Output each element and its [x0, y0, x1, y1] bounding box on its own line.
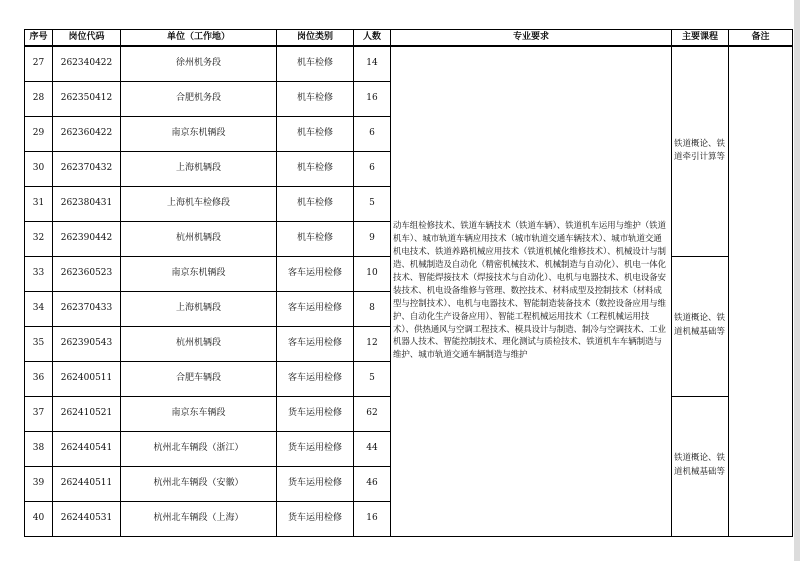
cell-unit: 杭州机辆段: [121, 221, 277, 256]
cell-unit: 南京东机辆段: [121, 256, 277, 291]
cell-unit: 南京东车辆段: [121, 396, 277, 431]
cell-category: 机车检修: [277, 46, 354, 81]
notes-cell: [729, 46, 793, 536]
header-count: 人数: [354, 30, 391, 47]
cell-unit: 上海机车检修段: [121, 186, 277, 221]
cell-seq: 38: [25, 431, 53, 466]
major-requirement-cell: 动车组检修技术、铁道车辆技术（铁道车辆）、铁道机车运用与维护（铁道机车）、城市轨道车辆应用技术（城市轨道交通车辆技术）、城市轨道交通机电技术、铁道养路机械应用技术（铁道机械化维修技术）、机械设计与制造、机械制造及自动化（精密机械技术、机械制造与自动化）、机电一体化技术、智能焊接技术（焊接技术与自动化）、电机与电器技术、机电设备安装技术、机电设备维修与管理、数控技术、材料成型及控制技术（材料成型与控制技术）、电机与电器技术、智能制造装备技术（数控设备应用与维护、自动化生产设备应用）、智能工程机械运用技术（工程机械运用技术）、供热通风与空调工程技术、模具设计与制造、制冷与空调技术、工业机器人技术、智能控制技术、理化测试与质检技术、铁道机车车辆制造与维护、城市轨道交通车辆制造与维护: [391, 46, 672, 536]
cell-count: 6: [354, 116, 391, 151]
cell-seq: 29: [25, 116, 53, 151]
cell-code: 262440531: [53, 501, 121, 536]
cell-code: 262410521: [53, 396, 121, 431]
courses-cell-freight: 铁道概论、铁道机械基础等: [672, 396, 729, 536]
header-unit: 单位（工作地）: [121, 30, 277, 47]
cell-category: 客车运用检修: [277, 291, 354, 326]
cell-seq: 30: [25, 151, 53, 186]
cell-category: 客车运用检修: [277, 256, 354, 291]
cell-seq: 39: [25, 466, 53, 501]
cell-code: 262440511: [53, 466, 121, 501]
cell-category: 货车运用检修: [277, 501, 354, 536]
cell-code: 262390543: [53, 326, 121, 361]
page-edge-shadow: [794, 0, 800, 561]
header-code: 岗位代码: [53, 30, 121, 47]
header-major: 专业要求: [391, 30, 672, 47]
cell-seq: 32: [25, 221, 53, 256]
cell-category: 货车运用检修: [277, 466, 354, 501]
cell-seq: 28: [25, 81, 53, 116]
cell-count: 5: [354, 361, 391, 396]
courses-cell-locomotive: 铁道概论、铁道牵引计算等: [672, 46, 729, 256]
header-notes: 备注: [729, 30, 793, 47]
cell-count: 9: [354, 221, 391, 256]
cell-code: 262370432: [53, 151, 121, 186]
cell-unit: 杭州北车辆段（上海）: [121, 501, 277, 536]
cell-count: 8: [354, 291, 391, 326]
cell-category: 客车运用检修: [277, 361, 354, 396]
header-seq: 序号: [25, 30, 53, 47]
cell-count: 46: [354, 466, 391, 501]
cell-category: 机车检修: [277, 116, 354, 151]
cell-unit: 上海机辆段: [121, 151, 277, 186]
cell-unit: 杭州北车辆段（浙江）: [121, 431, 277, 466]
cell-code: 262380431: [53, 186, 121, 221]
cell-seq: 33: [25, 256, 53, 291]
cell-count: 16: [354, 81, 391, 116]
table-row: [25, 46, 793, 81]
cell-seq: 27: [25, 46, 53, 81]
cell-seq: 40: [25, 501, 53, 536]
cell-code: 262370433: [53, 291, 121, 326]
cell-unit: 上海机辆段: [121, 291, 277, 326]
cell-unit: 杭州机辆段: [121, 326, 277, 361]
header-courses: 主要课程: [672, 30, 729, 47]
cell-category: 货车运用检修: [277, 396, 354, 431]
cell-code: 262340422: [53, 46, 121, 81]
courses-cell-passenger: 铁道概论、铁道机械基础等: [672, 256, 729, 396]
cell-count: 6: [354, 151, 391, 186]
cell-code: 262360523: [53, 256, 121, 291]
cell-unit: 合肥车辆段: [121, 361, 277, 396]
cell-seq: 37: [25, 396, 53, 431]
cell-seq: 34: [25, 291, 53, 326]
cell-code: 262400511: [53, 361, 121, 396]
cell-category: 货车运用检修: [277, 431, 354, 466]
cell-count: 16: [354, 501, 391, 536]
cell-category: 机车检修: [277, 186, 354, 221]
cell-code: 262360422: [53, 116, 121, 151]
cell-category: 机车检修: [277, 221, 354, 256]
cell-count: 5: [354, 186, 391, 221]
table-header-row: [25, 30, 793, 47]
cell-seq: 31: [25, 186, 53, 221]
cell-unit: 南京东机辆段: [121, 116, 277, 151]
cell-unit: 徐州机务段: [121, 46, 277, 81]
header-category: 岗位类别: [277, 30, 354, 47]
cell-category: 客车运用检修: [277, 326, 354, 361]
cell-count: 62: [354, 396, 391, 431]
cell-code: 262440541: [53, 431, 121, 466]
cell-count: 12: [354, 326, 391, 361]
cell-count: 44: [354, 431, 391, 466]
job-positions-table: [24, 29, 793, 537]
cell-unit: 杭州北车辆段（安徽）: [121, 466, 277, 501]
cell-unit: 合肥机务段: [121, 81, 277, 116]
cell-category: 机车检修: [277, 151, 354, 186]
cell-seq: 36: [25, 361, 53, 396]
cell-count: 14: [354, 46, 391, 81]
cell-category: 机车检修: [277, 81, 354, 116]
cell-code: 262390442: [53, 221, 121, 256]
cell-seq: 35: [25, 326, 53, 361]
cell-code: 262350412: [53, 81, 121, 116]
cell-count: 10: [354, 256, 391, 291]
